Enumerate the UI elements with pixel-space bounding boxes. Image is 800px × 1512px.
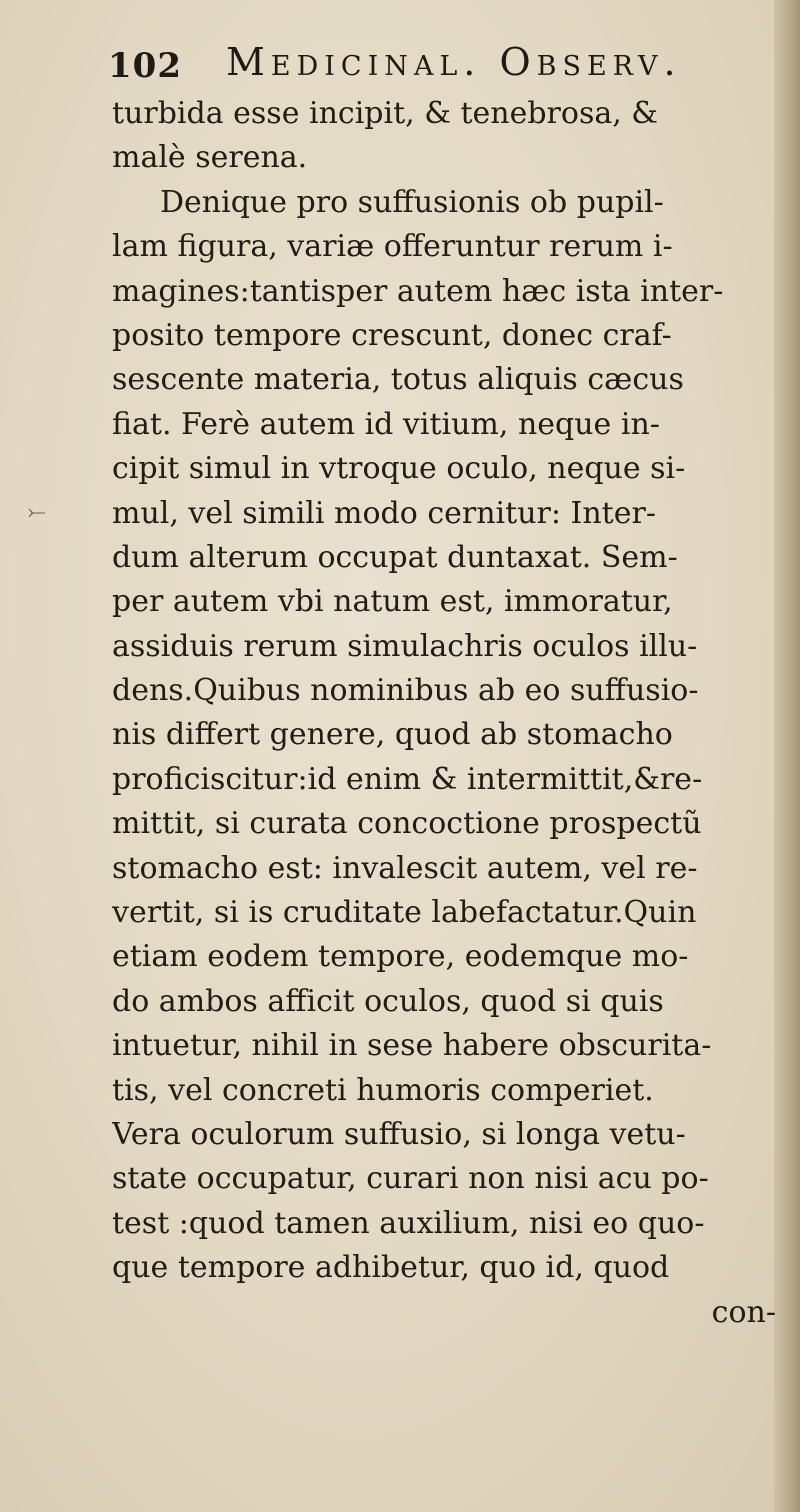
text-line: turbida esse incipit, & tenebrosa, & — [112, 96, 659, 131]
text-line: fiat. Ferè autem id vitium, neque in- — [112, 406, 660, 442]
text-line: test :quod tamen auxilium, nisi eo quo- — [112, 1205, 705, 1241]
text-line: tis, vel concreti humoris comperiet. — [112, 1072, 654, 1108]
text-line: lam figura, variæ offeruntur rerum i- — [112, 229, 673, 265]
catchword: con- — [711, 1294, 776, 1330]
text-line: nis differt genere, quod ab stomacho — [112, 717, 673, 753]
text-line: magines:tantisper autem hæc ista inter- — [112, 273, 724, 309]
text-line: mittit, si curata concoctione prospectũ — [112, 806, 702, 842]
margin-mark: ⤚ — [28, 500, 46, 525]
body-text — [112, 92, 796, 1335]
text-line: mul, vel simili modo cernitur: Inter- — [112, 495, 656, 531]
text-line: stomacho est: invalescit autem, vel re- — [112, 850, 698, 886]
text-line: proficiscitur:id enim & intermittit,&re- — [112, 761, 703, 797]
page-header — [108, 38, 728, 98]
running-head: Medicinal. Observ. — [226, 40, 682, 84]
text-line: do ambos afficit oculos, quod si quis — [112, 983, 664, 1019]
text-line: dens.Quibus nominibus ab eo suffusio- — [112, 673, 699, 709]
text-line: etiam eodem tempore, eodemque mo- — [112, 939, 689, 975]
text-line: posito tempore crescunt, donec craf- — [112, 317, 672, 353]
text-line: dum alterum occupat duntaxat. Sem- — [112, 539, 678, 575]
text-line: Denique pro suffusionis ob pupil- — [160, 184, 664, 220]
page-number: 102 — [108, 46, 182, 86]
text-line: intuetur, nihil in sese habere obscurita- — [112, 1028, 712, 1064]
text-line: state occupatur, curari non nisi acu po- — [112, 1161, 709, 1197]
text-line: sescente materia, totus aliquis cæcus — [112, 362, 684, 398]
text-line: malè serena. — [112, 140, 308, 176]
text-line: que tempore adhibetur, quo id, quod — [112, 1250, 670, 1286]
text-line: Vera oculorum suffusio, si longa vetu- — [112, 1116, 686, 1152]
text-line: assiduis rerum simulachris oculos illu- — [112, 628, 698, 664]
text-line: per autem vbi natum est, immoratur, — [112, 584, 673, 620]
text-line: cipit simul in vtroque oculo, neque si- — [112, 451, 686, 487]
text-line: vertit, si is cruditate labefactatur.Quin — [112, 895, 697, 931]
